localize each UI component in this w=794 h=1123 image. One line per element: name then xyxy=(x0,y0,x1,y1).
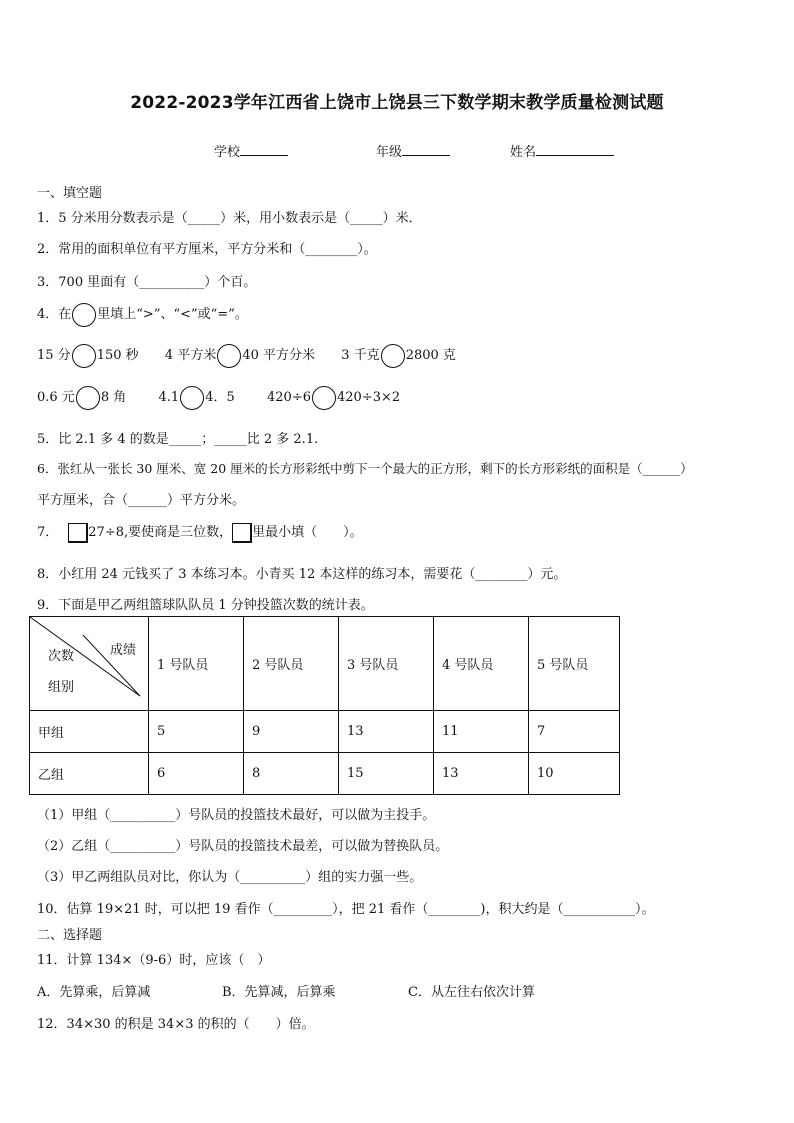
compare-left: 3 千克 xyxy=(341,348,380,363)
table-header-row xyxy=(30,617,620,711)
question-9-sub-2: （2）乙组（__________）号队员的投篮技术最差，可以做为替换队员。 xyxy=(37,839,449,854)
q4-row-1 xyxy=(37,343,456,369)
table-cell: 6 xyxy=(149,753,244,795)
compare-circle[interactable] xyxy=(76,386,100,410)
table-row xyxy=(30,711,620,753)
table-cell: 13 xyxy=(339,711,434,753)
score-table xyxy=(29,616,620,795)
compare-right: 2800 克 xyxy=(405,348,456,363)
table-cell: 5 xyxy=(149,711,244,753)
q7-text-end: 里最小填（ ）。 xyxy=(252,525,363,540)
compare-circle[interactable] xyxy=(180,386,204,410)
diag-label-count: 次数 xyxy=(48,649,75,664)
q11-option-a[interactable]: A．先算乘，后算减 xyxy=(37,985,151,1000)
table-cell: 11 xyxy=(434,711,529,753)
question-5: 5．比 2.1 多 4 的数是_____；_____比 2 多 2.1. xyxy=(37,432,319,447)
column-header: 4 号队员 xyxy=(434,617,529,711)
question-2: 2．常用的面积单位有平方厘米，平方分米和（________）。 xyxy=(37,242,377,257)
question-6-line-2: 平方厘米，合（______）平方分米。 xyxy=(37,493,246,508)
question-8: 8．小红用 24 元钱买了 3 本练习本。小青买 12 本这样的练习本，需要花（________）元。 xyxy=(37,567,567,582)
question-12: 12．34×30 的积是 34×3 的积的（ ）倍。 xyxy=(37,1017,315,1032)
column-header: 1 号队员 xyxy=(149,617,244,711)
compare-left: 0.6 元 xyxy=(37,390,75,405)
compare-right: 420÷3×2 xyxy=(337,390,401,405)
question-10: 10．估算 19×21 时，可以把 19 看作（_________），把 21 看作（________)，积大约是（___________）。 xyxy=(37,902,655,917)
compare-left: 4.1 xyxy=(158,390,180,405)
diagonal-lines xyxy=(30,617,148,711)
question-9-intro: 9．下面是甲乙两组篮球队队员 1 分钟投篮次数的统计表。 xyxy=(37,598,374,613)
column-header: 5 号队员 xyxy=(529,617,620,711)
compare-right: 150 秒 xyxy=(96,348,139,363)
compare-right: 4．5 xyxy=(205,390,235,405)
q11-option-c[interactable]: C．从左往右依次计算 xyxy=(408,985,535,1000)
school-blank[interactable] xyxy=(240,143,288,156)
table-cell: 8 xyxy=(244,753,339,795)
name-field[interactable] xyxy=(510,141,614,160)
grade-field[interactable] xyxy=(376,141,450,160)
compare-left: 15 分 xyxy=(37,348,71,363)
question-4 xyxy=(37,302,248,328)
q7-number: 7． xyxy=(37,525,59,540)
grade-label: 年级 xyxy=(376,145,403,160)
diagonal-header-cell xyxy=(30,617,149,711)
q4-prefix: 4．在 xyxy=(37,307,72,322)
compare-left: 420÷6 xyxy=(267,390,311,405)
column-header: 2 号队员 xyxy=(244,617,339,711)
grade-blank[interactable] xyxy=(402,143,450,156)
compare-right: 40 平方分米 xyxy=(242,348,316,363)
question-6-line-1: 6．张红从一张长 30 厘米、宽 20 厘米的长方形彩纸中剪下一个最大的正方形，剩下的长方形彩纸的面积是（______） xyxy=(37,461,693,476)
q11-option-b[interactable]: B．先算减，后算乘 xyxy=(222,985,336,1000)
table-cell: 15 xyxy=(339,753,434,795)
table-cell: 10 xyxy=(529,753,620,795)
compare-circle[interactable] xyxy=(381,344,405,368)
page-title: 2022-2023学年江西省上饶市上饶县三下数学期末教学质量检测试题 xyxy=(130,93,664,113)
q4-suffix: 里填上“>”、“<”或“=”。 xyxy=(97,307,248,322)
question-9-sub-1: （1）甲组（__________）号队员的投篮技术最好，可以做为主投手。 xyxy=(37,808,436,823)
compare-right: 8 角 xyxy=(100,390,127,405)
question-11: 11．计算 134×（9-6）时，应该（ ） xyxy=(37,953,271,968)
table-row xyxy=(30,753,620,795)
q7-text: 27÷8,要使商是三位数， xyxy=(88,525,233,540)
name-blank[interactable] xyxy=(536,143,614,156)
digit-box[interactable] xyxy=(232,523,252,543)
compare-circle[interactable] xyxy=(72,303,96,327)
table-cell: 9 xyxy=(244,711,339,753)
compare-circle[interactable] xyxy=(72,344,96,368)
question-3: 3．700 里面有（__________）个百。 xyxy=(37,275,257,290)
question-1: 1．5 分米用分数表示是（_____）米，用小数表示是（_____）米． xyxy=(37,211,422,226)
q4-row-2 xyxy=(37,385,400,411)
school-field[interactable] xyxy=(214,141,288,160)
row-label: 甲组 xyxy=(30,711,149,753)
table-cell: 13 xyxy=(434,753,529,795)
table-cell: 7 xyxy=(529,711,620,753)
section-fill-in-heading: 一、填空题 xyxy=(37,186,103,201)
compare-circle[interactable] xyxy=(217,344,241,368)
compare-circle[interactable] xyxy=(312,386,336,410)
row-label: 乙组 xyxy=(30,753,149,795)
section-choice-heading: 二、选择题 xyxy=(37,928,103,943)
column-header: 3 号队员 xyxy=(339,617,434,711)
question-9-sub-3: （3）甲乙两组队员对比，你认为（__________）组的实力强一些。 xyxy=(37,870,423,885)
diag-label-score: 成绩 xyxy=(110,643,137,658)
diag-label-group: 组别 xyxy=(48,680,75,695)
compare-left: 4 平方米 xyxy=(164,348,217,363)
name-label: 姓名 xyxy=(510,145,537,160)
digit-box[interactable] xyxy=(68,523,88,543)
question-7 xyxy=(37,522,363,544)
school-label: 学校 xyxy=(214,145,241,160)
